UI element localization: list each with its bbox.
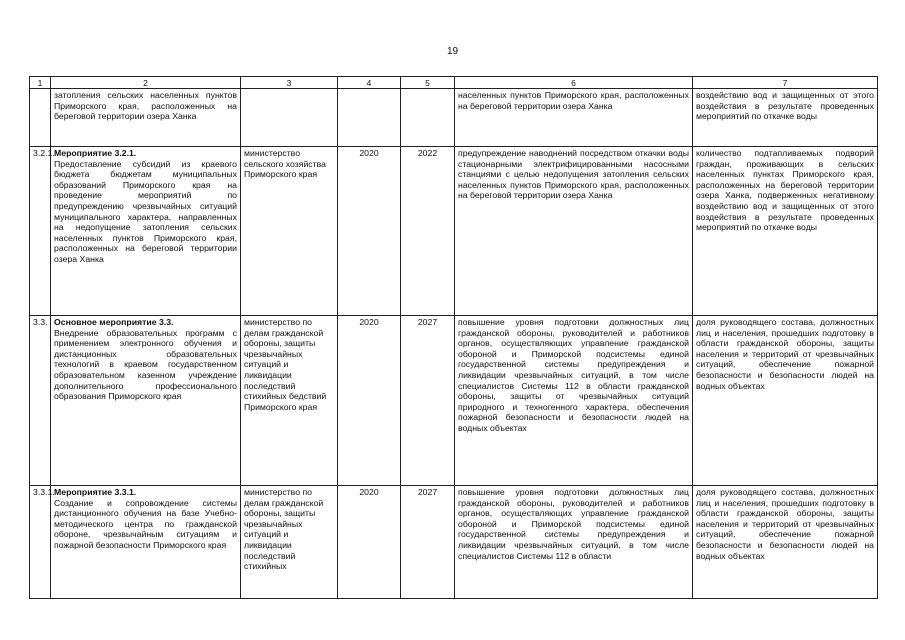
executor-cell: министерство по делам гражданской обороны, защиты чрезвычайных ситуаций и ликвидации последствий стихийных [241, 486, 338, 599]
row-number: 3.3. [30, 316, 51, 486]
measure-text: Предоставление субсидий из краевого бюджета бюджетам муниципальных образований Приморского края на проведение мероприятий по предупреждению чрезвычайных ситуаций муниципального характера, направленных на недопущение затопления сельских населенных пунктов Приморского края, расположенных на береговой территории озера Ханка [54, 158, 237, 264]
column-number-2: 2 [51, 77, 241, 89]
measure-title: Мероприятие 3.2.1. [54, 148, 137, 158]
indicator-cell: количество подтапливаемых подворий граждан, проживающих в сельских населенных пунктах Приморского края, расположенных на береговой территории озера Ханка, подверженных негативному воздействию вод и защищенных от этого воздействия в результате проведенных мероприятий по откачке воды [693, 147, 878, 316]
measure-title: Основное мероприятие 3.3. [54, 317, 174, 327]
measure-text: Внедрение образовательных программ с применением электронного обучения и дистанционных образовательных технологий в краевом государственном образовательном казенном учреждение дополнительного профессионального образования Приморского края [54, 327, 237, 402]
start-year [338, 89, 401, 147]
result-cell: предупреждение наводнений посредством откачки воды стационарными электрифицированными насосными станциями с целью недопущения затопления сельских населенных пунктов Приморского края, расположенных на береговой территории озера Ханка [455, 147, 693, 316]
end-year: 2027 [401, 316, 455, 486]
indicator-cell: доля руководящего состава, должностных лиц и населения, прошедших подготовку в области гражданской обороны, защиты населения и территорий от чрезвычайных ситуаций, обеспечение пожарной безопасности и безопасности людей на водных объектах [693, 486, 878, 599]
page-number: 19 [446, 46, 459, 57]
end-year [401, 89, 455, 147]
measure-cell [51, 147, 241, 316]
start-year: 2020 [338, 147, 401, 316]
executor-cell: министерство по делам гражданской обороны, защиты чрезвычайных ситуаций и ликвидации последствий стихийных бедствий Приморского края [241, 316, 338, 486]
measure-cell [51, 89, 241, 147]
indicator-cell: доля руководящего состава, должностных лиц и населения, прошедших подготовку в области гражданской обороны, защиты населения и территорий от чрезвычайных ситуаций, обеспечение пожарной безопасности и безопасности людей на водных объектах [693, 316, 878, 486]
table-row [30, 486, 878, 599]
column-number-6: 6 [455, 77, 693, 89]
column-number-3: 3 [241, 77, 338, 89]
measure-cell [51, 316, 241, 486]
end-year: 2027 [401, 486, 455, 599]
indicator-cell: воздействию вод и защищенных от этого воздействия в результате проведенных мероприятий по откачке воды [693, 89, 878, 147]
table-row [30, 147, 878, 316]
table-row [30, 89, 878, 147]
table-row [30, 316, 878, 486]
header-row [30, 77, 878, 89]
row-number: 3.2.1. [30, 147, 51, 316]
measure-cell [51, 486, 241, 599]
column-number-5: 5 [401, 77, 455, 89]
result-cell: повышение уровня подготовки должностных лиц гражданской обороны, руководителей и работников органов, осуществляющих управление гражданской обороной и Приморской подсистемы единой государственной системы предупреждения и ликвидации чрезвычайных ситуаций, в том числе специалистов Системы 112 в области [455, 486, 693, 599]
executor-cell: министерство сельского хозяйства Приморского края [241, 147, 338, 316]
result-cell: повышение уровня подготовки должностных лиц гражданской обороны, руководителей и работников органов, осуществляющих управление гражданской обороной и Приморской подсистемы единой государственной системы предупреждения и ликвидации чрезвычайных ситуаций, в том числе специалистов Системы 112 в области гражданской обороны, защиты от чрезвычайных ситуаций природного и техногенного характера, обеспечения пожарной безопасности и безопасности людей на водных объектах [455, 316, 693, 486]
program-table [29, 76, 878, 599]
end-year: 2022 [401, 147, 455, 316]
result-cell: населенных пунктов Приморского края, расположенных на береговой территории озера Ханка [455, 89, 693, 147]
executor-cell [241, 89, 338, 147]
start-year: 2020 [338, 316, 401, 486]
measure-text: затопления сельских населенных пунктов Приморского края, расположенных на береговой территории озера Ханка [54, 90, 237, 122]
column-number-7: 7 [693, 77, 878, 89]
start-year: 2020 [338, 486, 401, 599]
column-number-4: 4 [338, 77, 401, 89]
row-number [30, 89, 51, 147]
measure-title: Мероприятие 3.3.1. [54, 487, 137, 497]
column-number-1: 1 [30, 77, 51, 89]
row-number: 3.3.1. [30, 486, 51, 599]
measure-text: Создание и сопровождение системы дистанционного обучения на базе Учебно-методического центра по гражданской обороне, чрезвычайным ситуациям и пожарной безопасности Приморского края [54, 497, 237, 550]
